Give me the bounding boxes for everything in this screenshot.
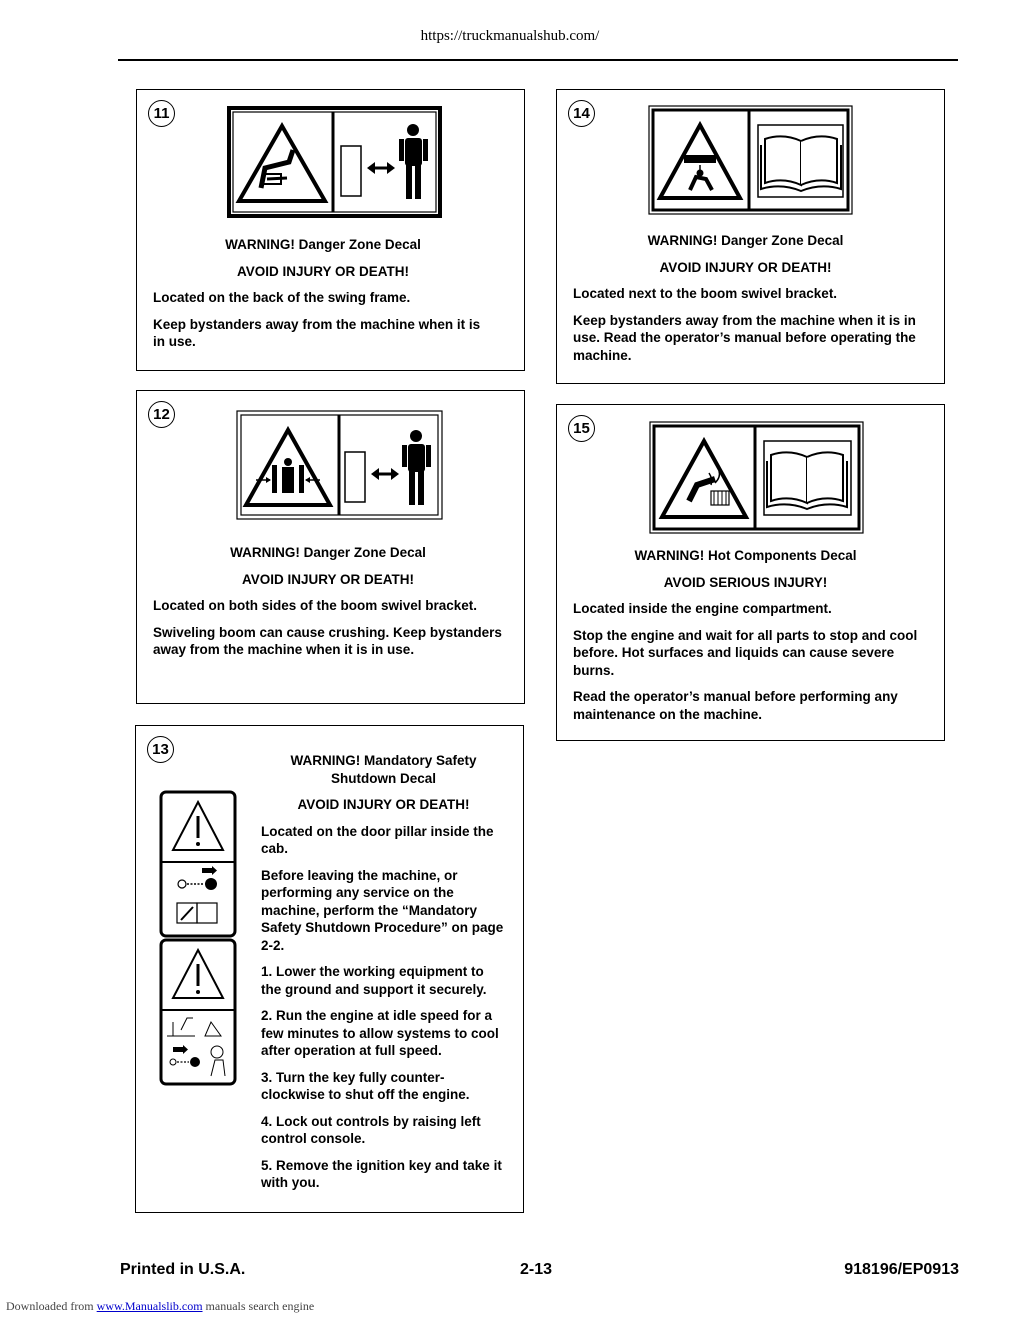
decal-text	[573, 547, 918, 732]
decal-13-box	[135, 725, 524, 1213]
decal-intro: Before leaving the machine, or performing any service on the machine, perform the “Mandatory Safety Shutdown Procedure” on page 2-2.	[261, 867, 504, 953]
procedure-step: 1. Lower the working equipment to the ground and support it securely.	[261, 964, 487, 997]
download-prefix: Downloaded from	[6, 1299, 97, 1313]
decal-note: Keep bystanders away from the machine when it is in use. Read the operator’s manual before operating the machine.	[573, 312, 916, 363]
decal-note: Swiveling boom can cause crushing. Keep bystanders away from the machine when it is in use.	[153, 624, 502, 657]
shutdown-decal-image	[159, 790, 237, 1086]
decal-12-box	[136, 390, 525, 704]
decal-title: WARNING! Mandatory Safety Shutdown Decal	[290, 753, 477, 786]
decal-text	[573, 232, 918, 373]
decal-number: 11	[148, 100, 175, 127]
decal-subtitle: AVOID SERIOUS INJURY!	[663, 574, 828, 590]
document-number: 918196/EP0913	[844, 1261, 959, 1278]
decal-subtitle: AVOID INJURY OR DEATH!	[236, 263, 409, 279]
footer-printed: Printed in U.S.A.	[120, 1261, 246, 1278]
decal-title: WARNING! Danger Zone Decal	[225, 237, 421, 252]
header-rule	[118, 59, 958, 61]
download-note	[6, 1299, 314, 1314]
decal-location: Located on both sides of the boom swivel bracket.	[153, 598, 478, 613]
decal-number: 15	[568, 415, 595, 442]
decal-14-box	[556, 89, 945, 384]
decal-title: WARNING! Hot Components Decal	[634, 548, 857, 563]
decal-subtitle: AVOID INJURY OR DEATH!	[659, 259, 832, 275]
header-url: https://truckmanualshub.com/	[420, 28, 600, 44]
decal-title: WARNING! Danger Zone Decal	[647, 233, 844, 248]
procedure-step: 3. Turn the key fully counter-clockwise to shut off the engine.	[261, 1069, 470, 1102]
decal-subtitle: AVOID INJURY OR DEATH!	[241, 571, 414, 587]
decal-text	[153, 544, 503, 668]
decal-note: Stop the engine and wait for all parts to stop and cool before. Hot surfaces and liquids can cause severe burns.	[573, 627, 918, 678]
decal-note: Keep bystanders away from the machine when it is in use.	[153, 316, 481, 349]
decal-text	[261, 752, 506, 1201]
decal-title: WARNING! Danger Zone Decal	[230, 545, 426, 560]
crush-zone-decal-image	[236, 410, 443, 520]
decal-number: 13	[147, 736, 174, 763]
danger-zone-decal-image	[227, 106, 442, 218]
download-suffix: manuals search engine	[202, 1299, 315, 1313]
decal-15-box	[556, 404, 945, 741]
decal-number: 12	[148, 401, 175, 428]
procedure-step: 4. Lock out controls by raising left control console.	[261, 1113, 481, 1146]
falling-object-decal-image	[648, 105, 853, 215]
hot-components-decal-image	[649, 421, 864, 534]
decal-11-box	[136, 89, 525, 371]
decal-location: Located next to the boom swivel bracket.	[573, 286, 838, 301]
page-number: 2-13	[520, 1261, 553, 1278]
decal-location: Located on the back of the swing frame.	[153, 290, 411, 305]
decal-subtitle: AVOID INJURY OR DEATH!	[297, 797, 470, 812]
decal-location: Located inside the engine compartment.	[573, 601, 832, 616]
procedure-step: 5. Remove the ignition key and take it with you.	[261, 1157, 502, 1190]
decal-location: Located on the door pillar inside the cab.	[261, 823, 494, 856]
decal-text	[153, 236, 493, 360]
manualslib-link[interactable]: www.Manualslib.com	[96, 1299, 203, 1313]
procedure-step: 2. Run the engine at idle speed for a few minutes to allow systems to cool after operation at full speed.	[261, 1008, 499, 1058]
decal-number: 14	[568, 100, 595, 127]
decal-note-2: Read the operator’s manual before performing any maintenance on the machine.	[573, 689, 898, 722]
